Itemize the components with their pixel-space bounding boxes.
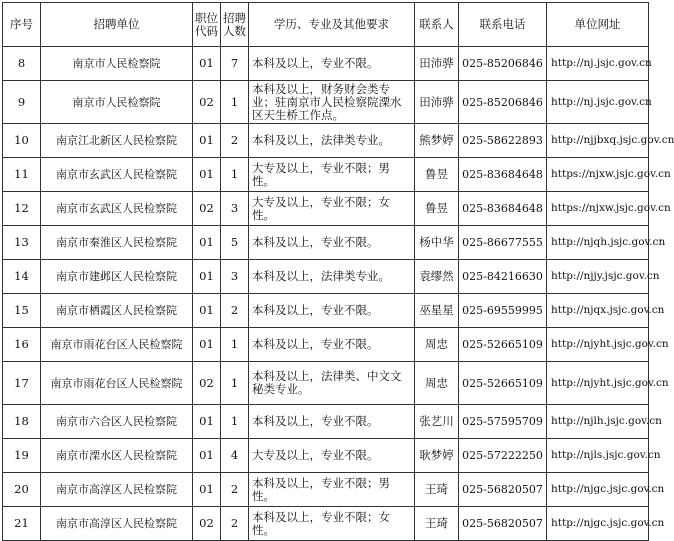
table-row (3, 405, 649, 439)
contact-cell: 张艺川 (415, 405, 459, 439)
seq-cell: 13 (3, 226, 41, 260)
url-cell[interactable]: http://njls.jsjc.gov.cn (547, 439, 649, 473)
count-cell: 1 (221, 362, 249, 405)
seq-cell: 9 (3, 81, 41, 124)
unit-cell: 南京市栖霞区人民检察院 (41, 294, 193, 328)
requirements-cell: 本科及以上，专业不限。 (249, 226, 415, 260)
phone-cell: 025-57595709 (459, 405, 547, 439)
table-row (3, 507, 649, 541)
requirements-cell: 本科及以上，法律类专业。 (249, 124, 415, 158)
unit-cell: 南京市溧水区人民检察院 (41, 439, 193, 473)
contact-cell: 鲁昱 (415, 192, 459, 226)
table-row (3, 81, 649, 124)
unit-cell: 南京市玄武区人民检察院 (41, 192, 193, 226)
url-cell[interactable]: http://njgc.jsjc.gov.cn (547, 507, 649, 541)
url-cell[interactable]: https://njxw.jsjc.gov.cn (547, 158, 649, 192)
header-count: 招聘人数 (221, 3, 249, 47)
header-phone: 联系电话 (459, 3, 547, 47)
url-cell[interactable]: http://njyht.jsjc.gov.cn (547, 362, 649, 405)
url-cell[interactable]: http://njjbxq.jsjc.gov.cn (547, 124, 649, 158)
phone-cell: 025-58622893 (459, 124, 547, 158)
unit-cell: 南京市玄武区人民检察院 (41, 158, 193, 192)
count-cell: 1 (221, 405, 249, 439)
header-requirements: 学历、专业及其他要求 (249, 3, 415, 47)
phone-cell: 025-83684648 (459, 158, 547, 192)
seq-cell: 15 (3, 294, 41, 328)
contact-cell: 鲁昱 (415, 158, 459, 192)
header-seq: 序号 (3, 3, 41, 47)
code-cell: 01 (193, 328, 221, 362)
unit-cell: 南京市人民检察院 (41, 81, 193, 124)
count-cell: 5 (221, 226, 249, 260)
count-cell: 3 (221, 260, 249, 294)
table-row (3, 158, 649, 192)
count-cell: 2 (221, 507, 249, 541)
code-cell: 02 (193, 192, 221, 226)
code-cell: 02 (193, 81, 221, 124)
url-cell[interactable]: http://njyht.jsjc.gov.cn (547, 328, 649, 362)
count-cell: 3 (221, 192, 249, 226)
unit-cell: 南京江北新区人民检察院 (41, 124, 193, 158)
url-cell[interactable]: http://njqx.jsjc.gov.cn (547, 294, 649, 328)
requirements-cell: 本科及以上，专业不限；女性。 (249, 507, 415, 541)
phone-cell: 025-85206846 (459, 47, 547, 81)
seq-cell: 11 (3, 158, 41, 192)
code-cell: 01 (193, 158, 221, 192)
unit-cell: 南京市人民检察院 (41, 47, 193, 81)
seq-cell: 21 (3, 507, 41, 541)
url-cell[interactable]: http://njgc.jsjc.gov.cn (547, 473, 649, 507)
requirements-cell: 本科及以上，专业不限。 (249, 405, 415, 439)
table-row (3, 328, 649, 362)
contact-cell: 王琦 (415, 473, 459, 507)
code-cell: 01 (193, 405, 221, 439)
code-cell: 01 (193, 473, 221, 507)
unit-cell: 南京市雨花台区人民检察院 (41, 328, 193, 362)
unit-cell: 南京市雨花台区人民检察院 (41, 362, 193, 405)
seq-cell: 10 (3, 124, 41, 158)
requirements-cell: 大专及以上，专业不限；女性。 (249, 192, 415, 226)
contact-cell: 熊梦婷 (415, 124, 459, 158)
count-cell: 2 (221, 124, 249, 158)
header-url: 单位网址 (547, 3, 649, 47)
phone-cell: 025-69559995 (459, 294, 547, 328)
url-cell[interactable]: http://njjy.jsjc.gov.cn (547, 260, 649, 294)
unit-cell: 南京市高淳区人民检察院 (41, 473, 193, 507)
table-row (3, 260, 649, 294)
code-cell: 01 (193, 260, 221, 294)
header-contact: 联系人 (415, 3, 459, 47)
requirements-cell: 大专及以上，专业不限。 (249, 439, 415, 473)
phone-cell: 025-84216630 (459, 260, 547, 294)
table-row (3, 192, 649, 226)
table-row (3, 226, 649, 260)
table-row (3, 294, 649, 328)
unit-cell: 南京市建邺区人民检察院 (41, 260, 193, 294)
recruitment-table (2, 2, 674, 541)
phone-cell: 025-52665109 (459, 362, 547, 405)
requirements-cell: 大专及以上，专业不限；男性。 (249, 158, 415, 192)
count-cell: 7 (221, 47, 249, 81)
seq-cell: 17 (3, 362, 41, 405)
contact-cell: 杨中华 (415, 226, 459, 260)
seq-cell: 18 (3, 405, 41, 439)
seq-cell: 14 (3, 260, 41, 294)
header-code: 职位代码 (193, 3, 221, 47)
code-cell: 01 (193, 439, 221, 473)
count-cell: 1 (221, 158, 249, 192)
table-row (3, 439, 649, 473)
unit-cell: 南京市高淳区人民检察院 (41, 507, 193, 541)
contact-cell: 王琦 (415, 507, 459, 541)
code-cell: 02 (193, 507, 221, 541)
contact-cell: 周忠 (415, 362, 459, 405)
table-row (3, 362, 649, 405)
url-cell[interactable]: http://nj.jsjc.gov.cn (547, 81, 649, 124)
requirements-cell: 本科及以上，专业不限。 (249, 294, 415, 328)
unit-cell: 南京市秦淮区人民检察院 (41, 226, 193, 260)
url-cell[interactable]: http://njqh.jsjc.gov.cn (547, 226, 649, 260)
requirements-cell: 本科及以上，法律类专业。 (249, 260, 415, 294)
requirements-cell: 本科及以上，专业不限。 (249, 328, 415, 362)
seq-cell: 8 (3, 47, 41, 81)
phone-cell: 025-57222250 (459, 439, 547, 473)
url-cell[interactable]: http://njlh.jsjc.gov.cn (547, 405, 649, 439)
header-row (3, 3, 649, 47)
code-cell: 01 (193, 47, 221, 81)
count-cell: 2 (221, 473, 249, 507)
seq-cell: 20 (3, 473, 41, 507)
header-unit: 招聘单位 (41, 3, 193, 47)
requirements-cell: 本科及以上，专业不限；男性。 (249, 473, 415, 507)
seq-cell: 16 (3, 328, 41, 362)
phone-cell: 025-85206846 (459, 81, 547, 124)
requirements-cell: 本科及以上，专业不限。 (249, 47, 415, 81)
contact-cell: 田沛骅 (415, 47, 459, 81)
contact-cell: 周忠 (415, 328, 459, 362)
phone-cell: 025-56820507 (459, 507, 547, 541)
contact-cell: 田沛骅 (415, 81, 459, 124)
code-cell: 01 (193, 124, 221, 158)
count-cell: 4 (221, 439, 249, 473)
table-row (3, 473, 649, 507)
seq-cell: 19 (3, 439, 41, 473)
code-cell: 01 (193, 294, 221, 328)
contact-cell: 巫星星 (415, 294, 459, 328)
url-cell[interactable]: https://njxw.jsjc.gov.cn (547, 192, 649, 226)
count-cell: 1 (221, 81, 249, 124)
phone-cell: 025-56820507 (459, 473, 547, 507)
contact-cell: 耿梦婷 (415, 439, 459, 473)
url-cell[interactable]: http://nj.jsjc.gov.cn (547, 47, 649, 81)
phone-cell: 025-83684648 (459, 192, 547, 226)
code-cell: 02 (193, 362, 221, 405)
count-cell: 2 (221, 294, 249, 328)
table-row (3, 124, 649, 158)
table-body (3, 47, 674, 541)
phone-cell: 025-86677555 (459, 226, 547, 260)
code-cell: 01 (193, 226, 221, 260)
phone-cell: 025-52665109 (459, 328, 547, 362)
contact-cell: 袁缪然 (415, 260, 459, 294)
count-cell: 1 (221, 328, 249, 362)
seq-cell: 12 (3, 192, 41, 226)
requirements-cell: 本科及以上，法律类、中文文秘类专业。 (249, 362, 415, 405)
unit-cell: 南京市六合区人民检察院 (41, 405, 193, 439)
table-row (3, 47, 649, 81)
requirements-cell: 本科及以上，财务财会类专业；驻南京市人民检察院溧水区天生桥工作点。 (249, 81, 415, 124)
